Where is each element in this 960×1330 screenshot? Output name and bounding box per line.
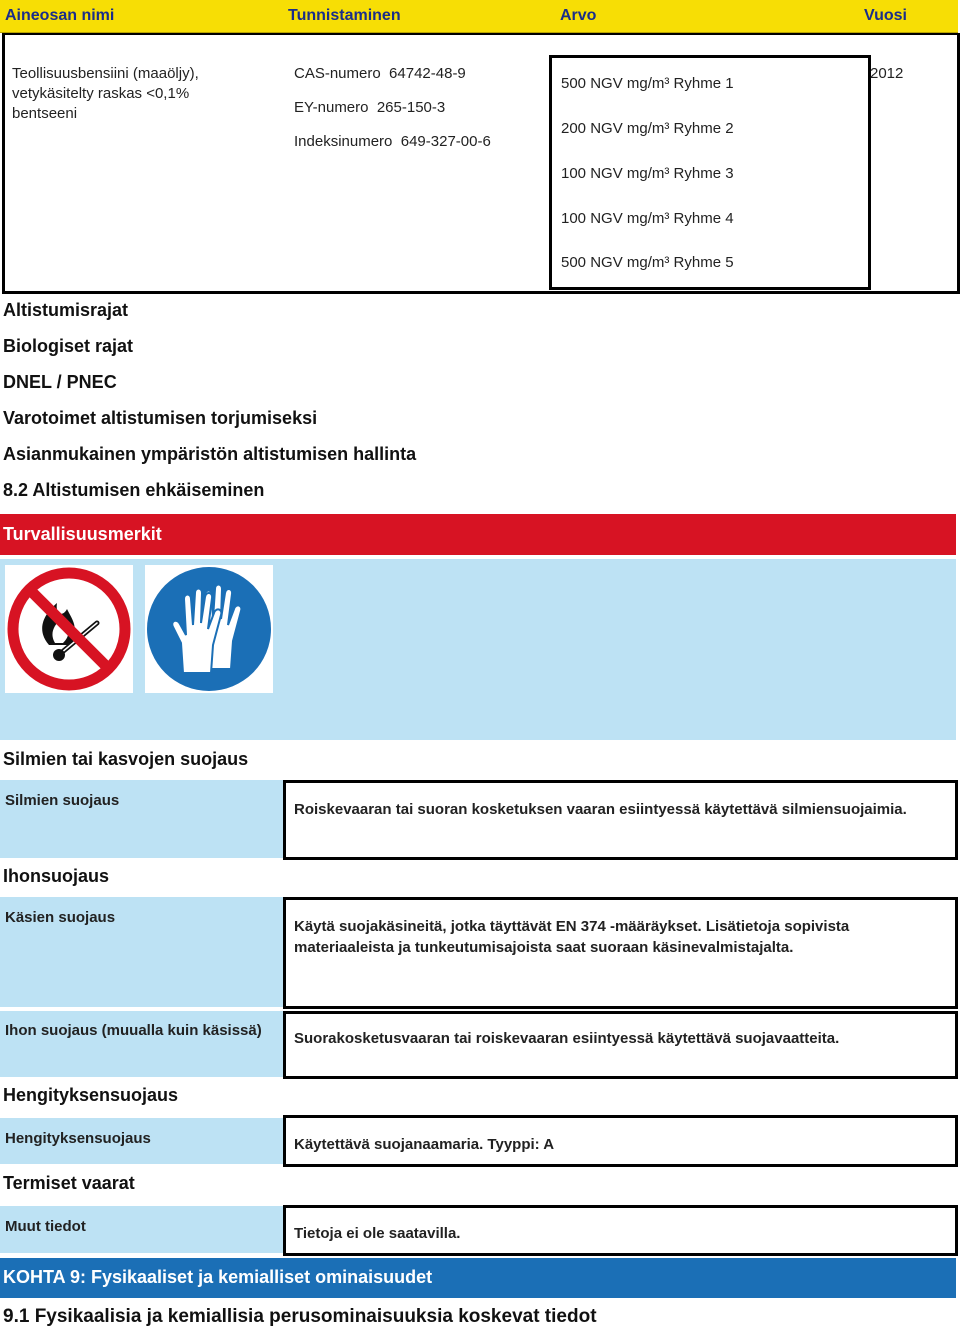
safety-signs-bar — [0, 514, 956, 555]
body-protection-text: Suorakosketusvaaran tai roiskevaaran esiintyessä käytettävä suojavaatteita. — [294, 1030, 840, 1047]
body-protection-label-cell — [0, 1011, 284, 1077]
pictogram-area — [0, 559, 956, 740]
heading-dnel-pnec: DNEL / PNEC — [3, 372, 117, 392]
no-open-flame-sign-icon — [5, 565, 133, 693]
respiratory-label: Hengityksensuojaus — [5, 1130, 151, 1147]
header-value: Arvo — [560, 7, 597, 24]
section-9-1-heading: 9.1 Fysikaalisia ja kemiallisia perusominaisuuksia koskevat tiedot — [3, 1306, 597, 1327]
heading-biological-limits: Biologiset rajat — [3, 336, 134, 356]
value-line: 500 NGV mg/m³ Ryhme 1 — [561, 75, 734, 92]
eye-protection-label: Silmien suojaus — [5, 792, 120, 809]
ec-label: EY-numero — [294, 99, 369, 116]
cas-value: 64742-48-9 — [389, 65, 466, 82]
index-label: Indeksinumero — [294, 133, 393, 150]
hand-protection-label-cell — [0, 897, 284, 1007]
heading-thermal-hazards: Termiset vaarat — [3, 1173, 135, 1193]
heading-eye-face-protection: Silmien tai kasvojen suojaus — [3, 749, 249, 769]
value-line: 500 NGV mg/m³ Ryhme 5 — [561, 254, 734, 271]
hand-protection-text: Käytä suojakäsineitä, jotka täyttävät EN 374 -määräykset. Lisätietoja sopivista materiaaleista ja tunkeutumisajoista saat suoraan käsinevalmistajalta. — [294, 918, 850, 956]
body-protection-label: Ihon suojaus (muualla kuin käsissä) — [5, 1022, 262, 1039]
eye-protection-text: Roiskevaaran tai suoran kosketuksen vaaran esiintyessä käytettävä silmiensuojaimia. — [294, 801, 907, 818]
value-line: 200 NGV mg/m³ Ryhme 2 — [561, 120, 734, 137]
other-info-label-cell — [0, 1206, 284, 1253]
wear-gloves-sign-icon — [145, 565, 273, 693]
year-value: 2012 — [870, 65, 904, 82]
cas-label: CAS-numero — [294, 65, 381, 82]
component-name: Teollisuusbensiini (maaöljy), vetykäsitelty raskas <0,1% bentseeni — [12, 65, 199, 122]
respiratory-value-cell — [283, 1115, 958, 1167]
heading-skin-protection: Ihonsuojaus — [3, 866, 110, 886]
safety-signs-title: Turvallisuusmerkit — [3, 524, 162, 544]
respiratory-label-cell — [0, 1118, 284, 1164]
heading-exposure-limits: Altistumisrajat — [3, 300, 129, 320]
component-identifiers — [294, 64, 491, 166]
respiratory-text: Käytettävä suojanaamaria. Tyyppi: A — [294, 1136, 555, 1153]
table-header — [0, 0, 958, 33]
other-info-text: Tietoja ei ole saatavilla. — [294, 1225, 461, 1242]
ec-value: 265-150-3 — [376, 99, 446, 116]
value-line: 100 NGV mg/m³ Ryhme 3 — [561, 165, 734, 182]
heading-environmental-control: Asianmukainen ympäristön altistumisen hallinta — [3, 444, 417, 464]
header-component-name: Aineosan nimi — [5, 7, 115, 24]
eye-protection-value-cell — [283, 780, 958, 860]
heading-respiratory-protection: Hengityksensuojaus — [3, 1085, 179, 1105]
body-protection-value-cell — [283, 1011, 958, 1079]
eye-protection-label-cell — [0, 780, 284, 858]
hand-protection-label: Käsien suojaus — [5, 909, 116, 926]
index-value: 649-327-00-6 — [400, 133, 491, 150]
heading-exposure-prevention: 8.2 Altistumisen ehkäiseminen — [3, 480, 265, 500]
header-year: Vuosi — [864, 7, 907, 24]
section-9-bar — [0, 1258, 956, 1298]
heading-precautions: Varotoimet altistumisen torjumiseksi — [3, 408, 318, 428]
value-box — [549, 55, 871, 290]
other-info-value-cell — [283, 1205, 958, 1256]
other-info-label: Muut tiedot — [5, 1218, 86, 1235]
value-line: 100 NGV mg/m³ Ryhme 4 — [561, 210, 734, 227]
section-9-title: KOHTA 9: Fysikaaliset ja kemialliset ominaisuudet — [3, 1267, 433, 1287]
hand-protection-value-cell — [283, 897, 958, 1009]
header-identification: Tunnistaminen — [288, 7, 401, 24]
